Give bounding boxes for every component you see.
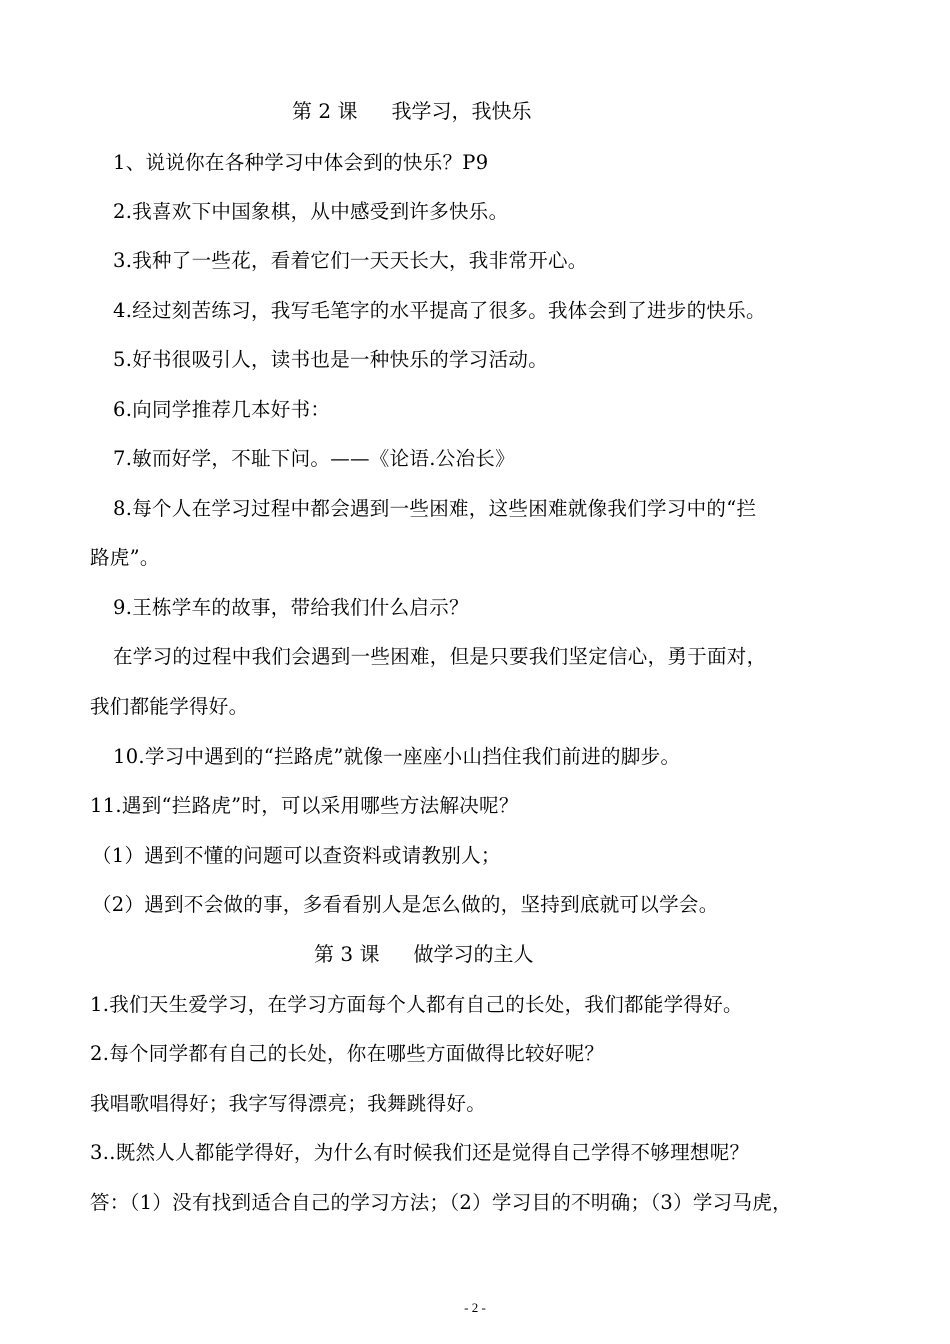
- paragraph-line: 2.每个同学都有自己的长处，你在哪些方面做得比较好呢？: [90, 1042, 605, 1065]
- page-number: - 2 -: [464, 1300, 486, 1315]
- lesson-3-number: 第 3 课: [314, 942, 380, 966]
- paragraph-line: 我唱歌唱得好；我字写得漂亮；我舞跳得好。: [90, 1092, 487, 1115]
- paragraph-line: 10.学习中遇到的“拦路虎”就像一座座小山挡住我们前进的脚步。: [113, 745, 681, 768]
- lesson-2-heading: [292, 98, 531, 124]
- paragraph-line: 5.好书很吸引人，读书也是一种快乐的学习活动。: [113, 348, 549, 371]
- paragraph-line: （1）遇到不懂的问题可以查资料或请教别人；: [92, 844, 501, 867]
- paragraph-line: 1.我们天生爱学习，在学习方面每个人都有自己的长处，我们都能学得好。: [90, 993, 743, 1016]
- paragraph-line: 路虎”。: [90, 546, 160, 569]
- paragraph-line: 8.每个人在学习过程中都会遇到一些困难，这些困难就像我们学习中的“拦: [113, 497, 757, 520]
- paragraph-line: 11.遇到“拦路虎”时，可以采用哪些方法解决呢？: [90, 794, 519, 817]
- paragraph-line: 1、说说你在各种学习中体会到的快乐？P9: [113, 151, 489, 174]
- lesson-2-number: 第 2 课: [292, 99, 358, 123]
- paragraph-line: 在学习的过程中我们会遇到一些困难，但是只要我们坚定信心，勇于面对，: [113, 645, 767, 668]
- lesson-3-title: 做学习的主人: [413, 942, 534, 966]
- paragraph-line: 6.向同学推荐几本好书：: [113, 398, 331, 421]
- paragraph-line: 3.我种了一些花，看着它们一天天长大，我非常开心。: [113, 249, 588, 272]
- paragraph-line: 4.经过刻苦练习，我写毛笔字的水平提高了很多。我体会到了进步的快乐。: [113, 299, 766, 322]
- paragraph-line: 2.我喜欢下中国象棋，从中感受到许多快乐。: [113, 200, 509, 223]
- paragraph-line: 我们都能学得好。: [90, 695, 249, 718]
- lesson-3-heading: [314, 941, 533, 967]
- paragraph-line: 3..既然人人都能学得好，为什么有时候我们还是觉得自己学得不够理想呢？: [90, 1141, 750, 1164]
- paragraph-line: （2）遇到不会做的事，多看看别人是怎么做的，坚持到底就可以学会。: [92, 893, 719, 916]
- paragraph-line: 答：（1）没有找到适合自己的学习方法；（2）学习目的不明确；（3）学习马虎，: [90, 1191, 792, 1214]
- lesson-2-title: 我学习，我快乐: [391, 99, 532, 123]
- paragraph-line: 9.王栋学车的故事，带给我们什么启示？: [113, 596, 469, 619]
- paragraph-line: 7.敏而好学，不耻下问。——《论语.公冶长》: [113, 447, 515, 470]
